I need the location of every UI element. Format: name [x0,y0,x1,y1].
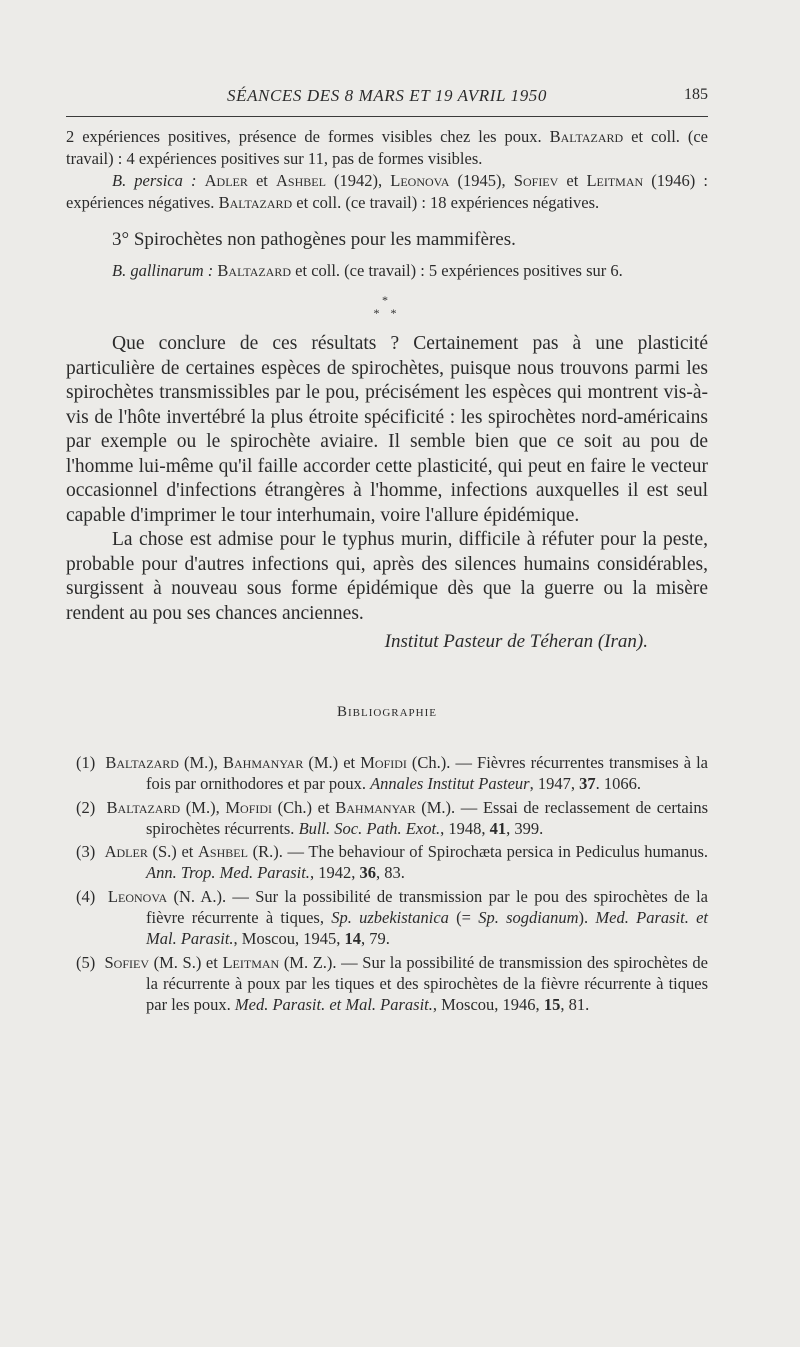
author-name: Leitman [586,171,644,190]
author-name: Adler [204,171,248,190]
asterism [66,294,708,320]
author-name: Leonova [390,171,450,190]
paragraph-gallinarum: B. gallinarum : Baltazard et coll. (ce travail) : 5 expériences positives sur 6. [112,261,623,280]
reference-item: (4) Leonova (N. A.). — Sur la possibilité de transmission par le pou des spirochètes de la fièvre récurrente à tiques, Sp. uzbekistanica (= Sp. sogdianum). Med. Parasit. et Mal. Parasit., Moscou, 1945, 14, 79. [76,886,709,949]
author-name: Baltazard [218,193,293,212]
institution-signature: Institut Pasteur de Téheran (Iran). [384,631,648,652]
species-name: B. gallinarum : [112,261,214,280]
reference-item: (5) Sofiev (M. S.) et Leitman (M. Z.). — Sur la possibilité de transmission des spirochètes de la récurrente à poux par les tiques et des spirochètes de la fièvre récurrente à tiques par les poux. Med. Parasit. et Mal. Parasit., Moscou, 1946, 15, 81. [76,952,709,1015]
header-title: SÉANCES DES 8 MARS ET 19 AVRIL 1950 [226,86,547,105]
page-number: 185 [684,86,708,103]
bibliography-heading: Bibliographie [337,704,437,720]
running-header [66,86,708,110]
page-body [66,126,708,1018]
author-name: Baltazard [217,261,292,280]
header-rule [66,116,708,117]
paragraph-persica: B. persica : Adler et Ashbel (1942), Leonova (1945), Sofiev et Leitman (1946) : expériences négatives. Baltazard et coll. (ce travail) : 18 expériences négatives. [66,171,708,212]
results-block [66,126,708,214]
results-block-2 [66,260,708,282]
species-name: B. persica : [112,171,197,190]
reference-item: (2) Baltazard (M.), Mofidi (Ch.) et Bahmanyar (M.). — Essai de reclassement de certains spirochètes récurrents. Bull. Soc. Path. Exot., 1948, 41, 399. [76,797,709,838]
conclusion-block [66,332,708,626]
section-heading: 3° Spirochètes non pathogènes pour les mammifères. [112,229,516,250]
bibliography-list [66,752,708,1016]
reference-item: (3) Adler (S.) et Ashbel (R.). — The behaviour of Spirochæta persica in Pediculus humanus. Ann. Trop. Med. Parasit., 1942, 36, 83. [76,842,709,883]
author-name: Baltazard [549,127,624,146]
conclusion-paragraph-1: Que conclure de ces résultats ? Certainement pas à une plasticité particulière de certaines espèces de spirochètes, puisque nous trouvons parmi les spirochètes transmissibles par le pou, précisément les espèces qui montrent vis-à-vis de l'hôte invertébré la plus étroite spécificité : les spirochètes nord-américains par exemple ou le spirochète aviaire. Il semble bien que ce soit au pou de l'homme lui-même qu'il faille accorder cette plasticité, qui peut en faire le vecteur occasionnel d'infections étrangères à l'homme, infections auxquelles il est seul capable d'imprimer le tour interhumain, voire l'allure épidémique. [66,333,708,526]
author-name: Sofiev [513,171,559,190]
author-name: Ashbel [275,171,326,190]
reference-item: (1) Baltazard (M.), Bahmanyar (M.) et Mofidi (Ch.). — Fièvres récurrentes transmises à la fois par ornithodores et par poux. Annales Institut Pasteur, 1947, 37. 1066. [76,753,708,794]
asterism-top: * [382,293,392,307]
conclusion-paragraph-2: La chose est admise pour le typhus murin, difficile à réfuter pour la peste, probable pour d'autres infections qui, après des silences humains considérables, surgissent à nouveau sous forme épidémique dès que la guerre ou la misère rendent au pou ses chances anciennes. [66,529,708,624]
asterism-bottom: * * [373,306,401,320]
paragraph-results-1: 2 expériences positives, présence de formes visibles chez les poux. Baltazard et coll. (ce travail) : 4 expériences positives sur 11, pas de formes visibles. [66,127,709,168]
